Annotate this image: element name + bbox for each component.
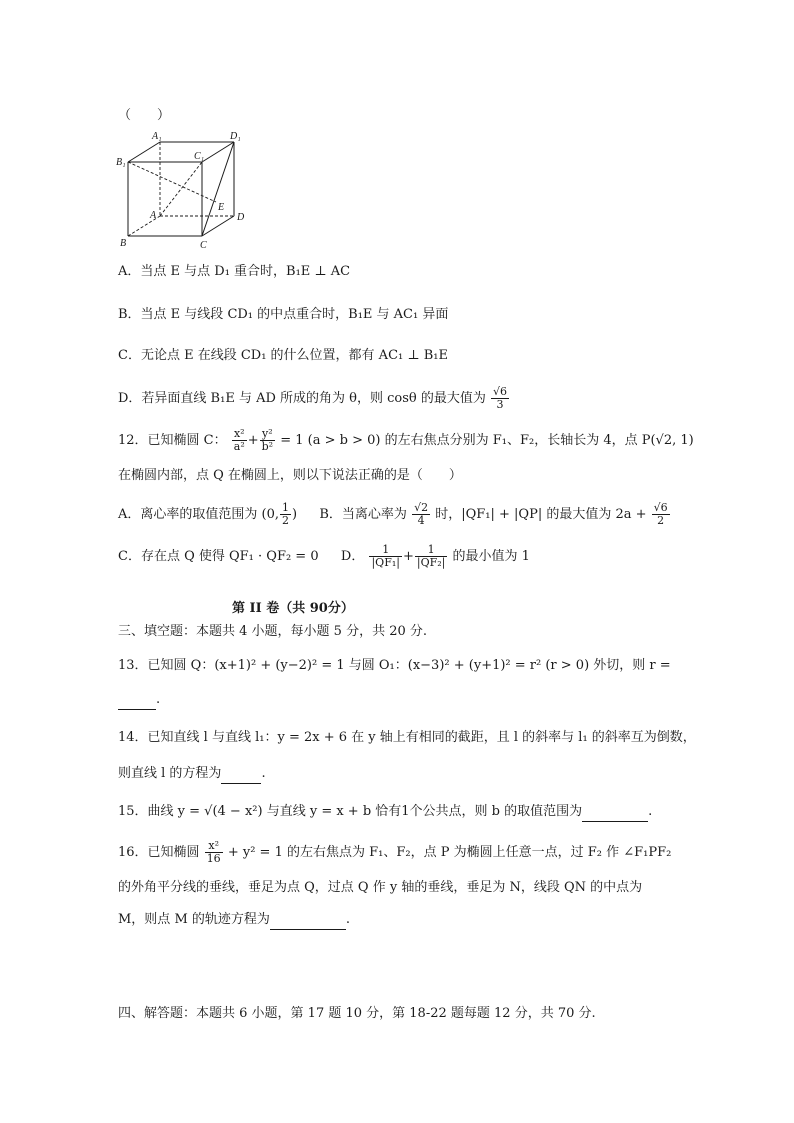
fraction-denominator: |QF₁|: [371, 556, 400, 569]
q16-stem-line2: 的外角平分线的垂线，垂足为点 Q，过点 Q 作 y 轴的垂线，垂足为 N，线段 QN 的中点为: [118, 880, 643, 895]
q16-text-a: 16．已知椭圆: [118, 845, 200, 860]
interval-close: ): [292, 507, 298, 522]
q14-text: 则直线 l 的方程为: [118, 766, 222, 781]
label-d1: D₁: [230, 131, 241, 142]
fraction-numerator: 1: [282, 501, 290, 514]
label-b1: B₁: [116, 157, 126, 168]
q11-option-c: C．无论点 E 在线段 CD₁ 的什么位置，都有 AC₁ ⊥ B₁E: [118, 348, 448, 363]
fraction-x2-over-16: [205, 840, 223, 865]
fraction-1-over-2: [280, 502, 291, 527]
q16-stem-line1: [118, 840, 671, 865]
period: .: [648, 804, 653, 819]
fraction-denominator: 2: [657, 514, 665, 527]
answer-paren: （ ）: [118, 108, 171, 123]
q11-option-b: B．当点 E 与线段 CD₁ 的中点重合时，B₁E 与 AC₁ 异面: [118, 307, 449, 322]
q12-stem-line1: 12．已知椭圆 C： $\frac{\text{x²}}{\text{a²}}$ + $\frac{\text{y²}}{\text{b²}}$ = 1 (a > b > 0) 的左右焦点分别为 F₁、F₂，长轴长为 4，点 P(√2, 1): [118, 427, 694, 453]
q16-text-b: + y² = 1 的左右焦点为 F₁、F₂，点 P 为椭圆上任意一点，过 F₂ 作 ∠F₁PF₂: [227, 845, 672, 860]
period: .: [156, 692, 161, 707]
q14-stem-line1: 14．已知直线 l 与直线 l₁：y = 2x + 6 在 y 轴上有相同的截距，且 l 的斜率与 l₁ 的斜率互为倒数，: [118, 730, 696, 745]
label-b: B: [120, 238, 127, 249]
fraction-denominator: 4: [417, 514, 425, 527]
q12-option-d-prefix: D．: [340, 549, 365, 564]
q12-option-b-mid: 时，|QF₁| + |QP| 的最大值为 2a +: [435, 507, 647, 522]
q16-text-d: M，则点 M 的轨迹方程为: [118, 912, 270, 927]
answer-blank[interactable]: [270, 915, 346, 930]
label-c: C: [200, 240, 207, 250]
q12-options-cd: [118, 544, 530, 569]
fraction-numerator: √6: [493, 385, 508, 398]
segment-b1e: [128, 162, 216, 202]
q12-option-c: C．存在点 Q 使得 QF₁ · QF₂ = 0: [118, 549, 319, 564]
q12-option-a: A．离心率的取值范围为: [118, 507, 258, 522]
fraction-y2-over-b2: [260, 428, 275, 453]
fraction-numerator: x²: [205, 840, 223, 853]
fraction-numerator: 1: [369, 544, 401, 557]
fraction-denominator: 2: [282, 514, 290, 527]
q12-stem-b: = 1 (a > b > 0) 的左右焦点分别为 F₁、F₂，长轴长为 4，点 P(√2, 1): [280, 433, 694, 448]
label-a1: A₁: [152, 131, 162, 142]
q11-option-d: [118, 386, 510, 411]
fraction-denominator: 16: [206, 852, 221, 865]
plus-sign: +: [402, 549, 414, 564]
q12-stem-a: 12．已知椭圆 C：: [118, 433, 227, 448]
fraction-denominator: |QF₂|: [416, 556, 446, 569]
fraction-sqrt2-over-4: [412, 502, 430, 527]
fraction-sqrt6-over-2: [652, 502, 670, 527]
q12-stem-line2: 在椭圆内部，点 Q 在椭圆上，则以下说法正确的是（ ）: [118, 468, 462, 483]
q12-option-d-suffix: 的最小值为 1: [452, 549, 530, 564]
fraction-1-over-qf2: [415, 544, 447, 569]
q13-answer-line: [118, 690, 160, 710]
fraction-numerator: 1: [415, 544, 447, 557]
fraction-denominator: b²: [261, 440, 274, 453]
q14-stem-line2: [118, 764, 266, 784]
section3-heading: 三、填空题：本题共 4 小题，每小题 5 分，共 20 分.: [118, 624, 428, 639]
answer-blank[interactable]: [582, 807, 648, 822]
label-a: A: [150, 210, 157, 221]
fraction-sqrt6-over-3: [491, 386, 509, 411]
answer-blank[interactable]: [118, 695, 156, 710]
q13-stem: 13．已知圆 Q：(x+1)² + (y−2)² = 1 与圆 O₁：(x−3)² + (y+1)² = r² (r > 0) 外切，则 r =: [118, 658, 671, 673]
label-e: E: [218, 202, 225, 213]
fraction-denominator: 3: [496, 398, 504, 411]
answer-blank[interactable]: [221, 769, 261, 784]
label-d: D: [237, 212, 245, 223]
period: .: [345, 912, 351, 927]
q11-option-d-text: D．若异面直线 B₁E 与 AD 所成的角为 θ，则 cosθ 的最大值为: [118, 391, 486, 406]
edge-cd: [202, 216, 234, 236]
q15-text: 15．曲线 y = √(4 − x²) 与直线 y = x + b 恰有1个公共点，则 b 的取值范围为: [118, 804, 583, 819]
segment-ac1: [160, 162, 202, 216]
q16-stem-line3: [118, 910, 350, 930]
edge-c1d1: [202, 142, 234, 162]
section4-heading: 四、解答题：本题共 6 小题，第 17 题 10 分，第 18-22 题每题 12 分，共 70 分.: [118, 1006, 596, 1021]
interval-open: (0,: [261, 507, 280, 522]
q15-stem: [118, 802, 652, 822]
period: .: [261, 766, 266, 781]
fraction-denominator: a²: [233, 440, 245, 453]
edge-b1a1: [128, 142, 160, 162]
part2-title: 第 II 卷（共 90分）: [232, 601, 354, 616]
q12-options-ab: [118, 502, 671, 527]
segment-cd1: [202, 142, 234, 236]
label-c1: C₁: [194, 151, 205, 162]
fraction-numerator: y²: [260, 428, 275, 441]
q11-option-a: A．当点 E 与点 D₁ 重合时，B₁E ⊥ AC: [118, 264, 351, 279]
fraction-1-over-qf1: [369, 544, 401, 569]
fraction-numerator: √2: [414, 501, 429, 514]
fraction-numerator: √6: [653, 501, 668, 514]
fraction-x2-over-a2: [232, 428, 247, 453]
q12-option-b: B．当离心率为: [319, 507, 407, 522]
cube-figure: [112, 128, 252, 250]
fraction-numerator: x²: [232, 428, 247, 441]
